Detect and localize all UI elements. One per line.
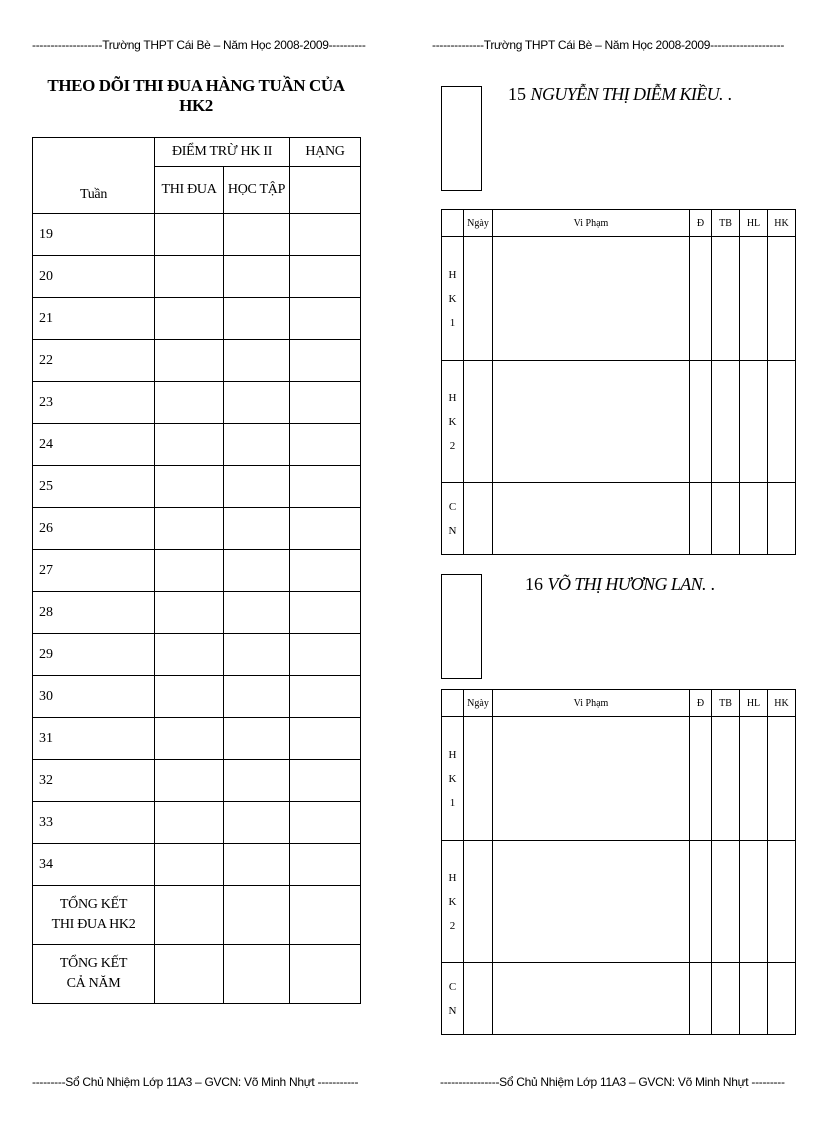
table-row <box>33 550 361 592</box>
row-label-cn: C N <box>442 483 464 555</box>
column-header-deduction: ĐIỂM TRỪ HK II <box>155 138 290 167</box>
column-header-d: Đ <box>690 210 712 237</box>
row-label-cn: C N <box>442 963 464 1035</box>
table-row <box>33 214 361 256</box>
table-row <box>33 802 361 844</box>
table-row <box>33 508 361 550</box>
week-number: 25 <box>33 466 155 508</box>
column-header-study: HỌC TẬP <box>224 167 290 214</box>
week-number: 31 <box>33 718 155 760</box>
rank-blank-cell <box>290 167 361 214</box>
week-number: 27 <box>33 550 155 592</box>
column-header-hl: HL <box>740 210 768 237</box>
table-row <box>33 634 361 676</box>
column-header-week: Tuần <box>33 138 155 214</box>
column-header-d: Đ <box>690 690 712 717</box>
table-row <box>33 340 361 382</box>
column-header-violation: Vi Phạm <box>493 690 690 717</box>
row-label-hk1: H K 1 <box>442 237 464 361</box>
table-row <box>33 676 361 718</box>
column-header-hk: HK <box>768 690 796 717</box>
week-number: 22 <box>33 340 155 382</box>
column-header-hl: HL <box>740 690 768 717</box>
column-header-tb: TB <box>712 690 740 717</box>
summary-hk2-label: TỔNG KẾT THI ĐUA HK2 <box>33 886 155 945</box>
week-number: 32 <box>33 760 155 802</box>
week-number: 29 <box>33 634 155 676</box>
page-footer-left: ---------Sổ Chủ Nhiệm Lớp 11A3 – GVCN: Võ Minh Nhựt ----------- <box>32 1075 359 1089</box>
student-name-heading: 16 VÕ THỊ HƯƠNG LAN. . <box>525 574 715 594</box>
column-header-tb: TB <box>712 210 740 237</box>
week-number: 26 <box>33 508 155 550</box>
page-footer-right: ----------------Sổ Chủ Nhiệm Lớp 11A3 – GVCN: Võ Minh Nhựt --------- <box>440 1075 785 1089</box>
table-row <box>33 718 361 760</box>
table-row <box>33 424 361 466</box>
week-number: 21 <box>33 298 155 340</box>
table-row <box>33 256 361 298</box>
weekly-tracking-table <box>32 137 361 1004</box>
weekly-tracking-title: THEO DÕI THI ĐUA HÀNG TUẦN CỦA HK2 <box>47 76 345 115</box>
column-header-violation: Vi Phạm <box>493 210 690 237</box>
summary-row-year <box>33 945 361 1004</box>
row-label-hk2: H K 2 <box>442 841 464 963</box>
table-row <box>33 466 361 508</box>
row-label-hk2: H K 2 <box>442 361 464 483</box>
week-number: 33 <box>33 802 155 844</box>
page-header-left: -------------------Trường THPT Cái Bè – Năm Học 2008-2009---------- <box>32 38 366 52</box>
week-number: 19 <box>33 214 155 256</box>
violation-table <box>441 689 796 1035</box>
table-row <box>33 592 361 634</box>
photo-placeholder <box>441 86 482 191</box>
column-header-date: Ngày <box>464 690 493 717</box>
week-number: 23 <box>33 382 155 424</box>
week-number: 24 <box>33 424 155 466</box>
column-header-emulation: THI ĐUA <box>155 167 224 214</box>
violation-table <box>441 209 796 555</box>
student-name-heading: 15 NGUYỄN THỊ DIỄM KIỀU. . <box>508 84 732 104</box>
summary-year-label: TỔNG KẾT CẢ NĂM <box>33 945 155 1004</box>
page-header-right: --------------Trường THPT Cái Bè – Năm Học 2008-2009-------------------- <box>432 38 785 52</box>
summary-row-hk2 <box>33 886 361 945</box>
week-number: 28 <box>33 592 155 634</box>
week-number: 20 <box>33 256 155 298</box>
table-row <box>33 382 361 424</box>
photo-placeholder <box>441 574 482 679</box>
week-number: 30 <box>33 676 155 718</box>
table-row <box>33 844 361 886</box>
column-header-date: Ngày <box>464 210 493 237</box>
column-header-rank: HẠNG <box>290 138 361 167</box>
week-number: 34 <box>33 844 155 886</box>
table-row <box>33 298 361 340</box>
column-header-hk: HK <box>768 210 796 237</box>
table-row <box>33 760 361 802</box>
row-label-hk1: H K 1 <box>442 717 464 841</box>
